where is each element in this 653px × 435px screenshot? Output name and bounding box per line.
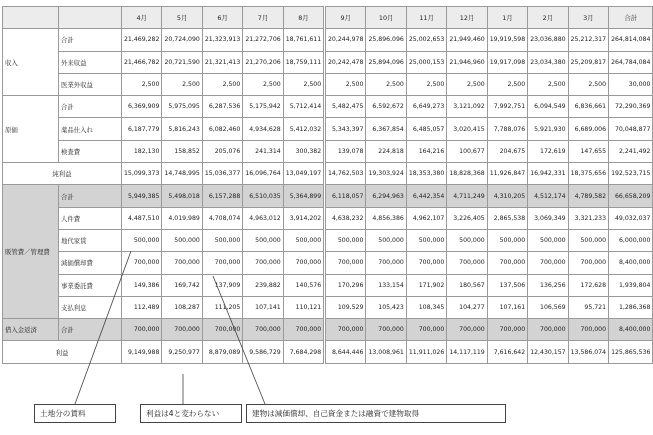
value-cell: 109,529 <box>326 296 366 318</box>
value-cell: 4,711,249 <box>447 185 487 207</box>
value-cell: 700,000 <box>406 319 446 341</box>
value-cell: 5,482,475 <box>326 96 366 118</box>
value-cell: 11,926,847 <box>487 163 527 185</box>
value-cell: 170,296 <box>326 274 366 296</box>
month-header: 2月 <box>528 7 568 29</box>
value-cell: 500,000 <box>568 229 608 251</box>
value-cell: 500,000 <box>487 229 527 251</box>
value-cell: 4,962,107 <box>406 207 446 229</box>
value-cell: 3,020,415 <box>447 118 487 140</box>
value-cell: 23,036,880 <box>528 29 568 51</box>
value-cell: 172,619 <box>528 140 568 162</box>
month-header: 7月 <box>243 7 283 29</box>
section-label: 借入金返済 <box>3 319 59 341</box>
value-cell: 5,921,930 <box>528 118 568 140</box>
row-label: 人件費 <box>59 207 122 229</box>
value-cell: 700,000 <box>568 252 608 274</box>
value-cell: 104,277 <box>447 296 487 318</box>
table-row: 薬品仕入れ 6,187,779 5,816,243 6,082,460 4,934,628 5,412,032 <box>3 118 324 140</box>
value-cell: 100,677 <box>447 140 487 162</box>
table-row: 販管費／管理費 合計 5,949,385 5,498,018 6,157,288 6,510,035 5,364,899 <box>3 185 324 207</box>
value-cell: 20,242,478 <box>326 51 366 73</box>
value-cell: 500,000 <box>366 229 406 251</box>
value-cell: 25,896,096 <box>366 29 406 51</box>
callout-profit-note: 利益は4と変わらない <box>140 404 242 423</box>
total-cell: 66,658,209 <box>609 185 653 207</box>
value-cell: 2,500 <box>406 73 446 95</box>
row-label: 事業委託費 <box>59 274 122 296</box>
value-cell: 107,161 <box>487 296 527 318</box>
value-cell: 700,000 <box>528 319 568 341</box>
value-cell: 6,442,354 <box>406 185 446 207</box>
value-cell: 6,118,057 <box>326 185 366 207</box>
value-cell: 6,294,963 <box>366 185 406 207</box>
callout-building-note: 建物は減価償却、自己資金または融資で建物取得 <box>246 404 506 423</box>
table-row: 地代家賃 500,000 500,000 500,000 500,000 500,000 <box>3 229 324 251</box>
value-cell: 500,000 <box>447 229 487 251</box>
leader-line-building <box>213 276 265 404</box>
value-cell: 2,500 <box>568 73 608 95</box>
value-cell: 7,788,076 <box>487 118 527 140</box>
value-cell: 700,000 <box>447 319 487 341</box>
total-cell: 192,523,715 <box>609 163 653 185</box>
value-cell: 6,485,057 <box>406 118 446 140</box>
month-header: 3月 <box>568 7 608 29</box>
value-cell: 18,828,368 <box>447 163 487 185</box>
row-label: 合計 <box>59 185 122 207</box>
value-cell: 2,500 <box>326 73 366 95</box>
value-cell: 500,000 <box>528 229 568 251</box>
section-label: 販管費／管理費 <box>3 185 59 319</box>
value-cell: 500,000 <box>406 229 446 251</box>
table-row: 利益 9,149,988 9,250,977 8,879,089 9,586,729 7,684,298 <box>3 341 324 363</box>
value-cell: 21,946,960 <box>447 51 487 73</box>
value-cell: 6,836,661 <box>568 96 608 118</box>
value-cell: 13,586,074 <box>568 341 608 363</box>
value-cell: 16,942,331 <box>528 163 568 185</box>
value-cell: 172,628 <box>568 274 608 296</box>
total-cell: 8,400,000 <box>609 252 653 274</box>
value-cell: 700,000 <box>326 252 366 274</box>
table-row: 人件費 4,487,510 4,019,989 4,708,074 4,963,012 3,914,202 <box>3 207 324 229</box>
total-cell: 264,784,084 <box>609 51 653 73</box>
row-label: 利益 <box>3 341 122 363</box>
row-label: 合計 <box>59 29 122 51</box>
value-cell: 4,512,174 <box>528 185 568 207</box>
value-cell: 6,689,006 <box>568 118 608 140</box>
value-cell: 21,949,460 <box>447 29 487 51</box>
value-cell: 4,310,205 <box>487 185 527 207</box>
callout-land-rent: 土地分の賃料 <box>34 404 116 423</box>
table-row: 原価 合計 6,369,909 5,975,095 6,287,536 5,175,942 5,712,414 <box>3 96 324 118</box>
total-cell: 1,939,804 <box>609 274 653 296</box>
value-cell: 2,500 <box>366 73 406 95</box>
month-header: 1月 <box>487 7 527 29</box>
value-cell: 12,430,157 <box>528 341 568 363</box>
table-row: 収入 合計 21,469,282 20,724,090 21,323,913 21,272,706 18,761,611 <box>3 29 324 51</box>
value-cell: 11,911,026 <box>406 341 446 363</box>
value-cell: 19,303,924 <box>366 163 406 185</box>
total-cell: 8,400,000 <box>609 319 653 341</box>
row-label: 地代家賃 <box>59 229 122 251</box>
value-cell: 3,226,405 <box>447 207 487 229</box>
value-cell: 13,008,961 <box>366 341 406 363</box>
value-cell: 6,649,273 <box>406 96 446 118</box>
value-cell: 25,002,653 <box>406 29 446 51</box>
row-label: 支払利息 <box>59 296 122 318</box>
value-cell: 108,345 <box>406 296 446 318</box>
total-cell: 125,865,536 <box>609 341 653 363</box>
month-header: 5月 <box>162 7 202 29</box>
table-row: 借入金返済 合計 700,000 700,000 700,000 700,000 700,000 <box>3 319 324 341</box>
value-cell: 25,000,153 <box>406 51 446 73</box>
total-cell: 1,286,368 <box>609 296 653 318</box>
total-cell: 30,000 <box>609 73 653 95</box>
row-label: 検査費 <box>59 140 122 162</box>
value-cell: 2,865,538 <box>487 207 527 229</box>
month-header: 4月 <box>122 7 162 29</box>
value-cell: 8,644,446 <box>326 341 366 363</box>
table-row: 検査費 182,130 158,852 205,076 241,314 300,382 <box>3 140 324 162</box>
value-cell: 14,117,119 <box>447 341 487 363</box>
value-cell: 164,216 <box>406 140 446 162</box>
row-label: 薬品仕入れ <box>59 118 122 140</box>
value-cell: 2,500 <box>528 73 568 95</box>
month-header: 11月 <box>406 7 446 29</box>
month-header: 9月 <box>326 7 366 29</box>
total-cell: 70,048,877 <box>609 118 653 140</box>
value-cell: 700,000 <box>406 252 446 274</box>
value-cell: 500,000 <box>326 229 366 251</box>
month-header: 10月 <box>366 7 406 29</box>
value-cell: 106,569 <box>528 296 568 318</box>
row-label: 減価償却費 <box>59 252 122 274</box>
value-cell: 2,500 <box>447 73 487 95</box>
value-cell: 3,121,092 <box>447 96 487 118</box>
total-cell: 264,814,084 <box>609 29 653 51</box>
row-label: 医業外収益 <box>59 73 122 95</box>
row-label: 外来収益 <box>59 51 122 73</box>
value-cell: 700,000 <box>447 252 487 274</box>
value-cell: 180,567 <box>447 274 487 296</box>
table-row: 外来収益 21,466,782 20,721,590 21,321,413 21,270,206 18,759,111 <box>3 51 324 73</box>
table-row: 事業委託費 149,386 169,742 137,909 239,882 140,576 <box>3 274 324 296</box>
value-cell: 14,762,503 <box>326 163 366 185</box>
month-header: 12月 <box>447 7 487 29</box>
value-cell: 700,000 <box>487 252 527 274</box>
total-cell: 49,032,037 <box>609 207 653 229</box>
month-header: 8月 <box>283 7 323 29</box>
value-cell: 137,506 <box>487 274 527 296</box>
value-cell: 4,638,232 <box>326 207 366 229</box>
value-cell: 224,818 <box>366 140 406 162</box>
value-cell: 23,034,380 <box>528 51 568 73</box>
row-label: 合計 <box>59 319 122 341</box>
leader-line-land <box>75 251 131 404</box>
row-label: 合計 <box>59 96 122 118</box>
total-cell: 72,290,369 <box>609 96 653 118</box>
section-label: 収入 <box>3 29 59 96</box>
value-cell: 3,069,349 <box>528 207 568 229</box>
month-header: 6月 <box>202 7 242 29</box>
value-cell: 700,000 <box>487 319 527 341</box>
value-cell: 95,721 <box>568 296 608 318</box>
value-cell: 139,078 <box>326 140 366 162</box>
value-cell: 25,209,817 <box>568 51 608 73</box>
value-cell: 136,256 <box>528 274 568 296</box>
value-cell: 147,655 <box>568 140 608 162</box>
value-cell: 5,343,397 <box>326 118 366 140</box>
value-cell: 3,321,233 <box>568 207 608 229</box>
total-header: 合計 <box>609 7 653 29</box>
table-row: 医業外収益 2,500 2,500 2,500 2,500 2,500 <box>3 73 324 95</box>
value-cell: 19,917,098 <box>487 51 527 73</box>
value-cell: 6,094,549 <box>528 96 568 118</box>
value-cell: 700,000 <box>568 319 608 341</box>
section-label: 原価 <box>3 96 59 163</box>
value-cell: 18,375,656 <box>568 163 608 185</box>
value-cell: 700,000 <box>366 252 406 274</box>
value-cell: 700,000 <box>366 319 406 341</box>
value-cell: 20,244,978 <box>326 29 366 51</box>
value-cell: 18,353,380 <box>406 163 446 185</box>
total-cell: 2,241,492 <box>609 140 653 162</box>
value-cell: 133,154 <box>366 274 406 296</box>
table-row: 支払利息 112,489 108,287 111,205 107,141 110,121 <box>3 296 324 318</box>
value-cell: 105,423 <box>366 296 406 318</box>
value-cell: 700,000 <box>528 252 568 274</box>
value-cell: 25,212,317 <box>568 29 608 51</box>
table-row: 減価償却費 700,000 700,000 700,000 700,000 700,000 <box>3 252 324 274</box>
value-cell: 2,500 <box>487 73 527 95</box>
value-cell: 4,856,386 <box>366 207 406 229</box>
table-row: 純利益 15,099,373 14,748,995 15,036,377 16,096,764 13,049,197 <box>3 163 324 185</box>
value-cell: 7,992,751 <box>487 96 527 118</box>
row-label: 純利益 <box>3 163 122 185</box>
value-cell: 6,367,854 <box>366 118 406 140</box>
value-cell: 19,919,598 <box>487 29 527 51</box>
value-cell: 4,789,582 <box>568 185 608 207</box>
value-cell: 204,675 <box>487 140 527 162</box>
value-cell: 700,000 <box>326 319 366 341</box>
value-cell: 171,902 <box>406 274 446 296</box>
value-cell: 25,894,096 <box>366 51 406 73</box>
value-cell: 7,616,642 <box>487 341 527 363</box>
total-cell: 6,000,000 <box>609 229 653 251</box>
value-cell: 6,592,672 <box>366 96 406 118</box>
